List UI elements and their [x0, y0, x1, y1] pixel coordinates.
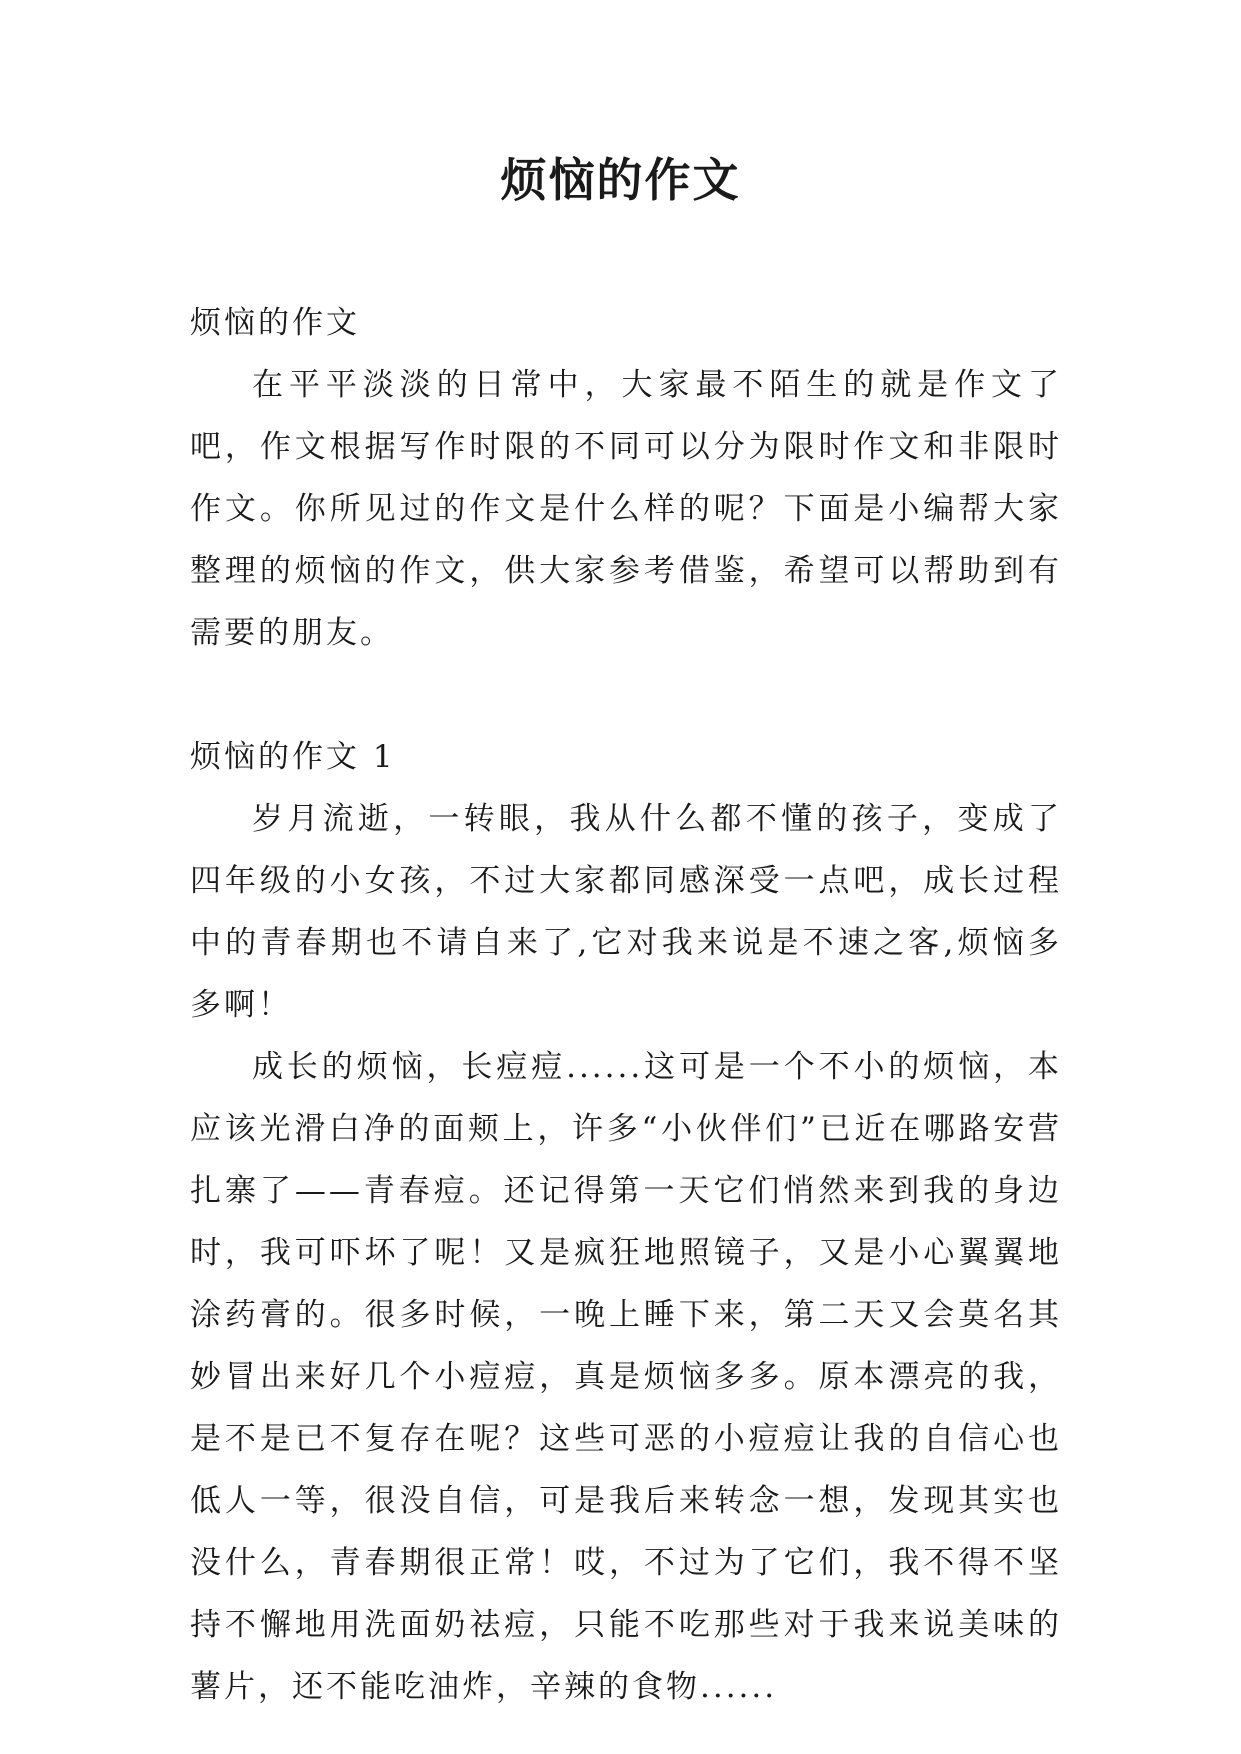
intro-heading: 烦恼的作文	[190, 305, 360, 341]
document-title: 烦恼的作文	[500, 153, 741, 207]
section1-paragraph-2: 成长的烦恼，长痘痘......这可是一个不小的烦恼，本应该光滑白净的面颊上，许多“小伙伴们”已近在哪路安营扎寨了——青春痘。还记得第一天它们悄然来到我的身边时，我可吓坏了呢！又是疯狂地照镜子，又是小心翼翼地涂药膏的。很多时候，一晚上睡下来，第二天又会莫名其妙冒出来好几个小痘痘，真是烦恼多多。原本漂亮的我，是不是已不复存在呢？这些可恶的小痘痘让我的自信心也低人一等，很没自信，可是我后来转念一想，发现其实也没什么，青春期很正常！哎，不过为了它们，我不得不坚持不懈地用洗面奶祛痘，只能不吃那些对于我来说美味的薯片，还不能吃油炸，辛辣的食物......	[190, 1049, 1062, 1705]
section-spacer	[190, 664, 1062, 726]
section1-heading: 烦恼的作文 1	[190, 739, 396, 775]
intro-paragraph: 在平平淡淡的日常中，大家最不陌生的就是作文了吧，作文根据写作时限的不同可以分为限时作文和非限时作文。你所见过的作文是什么样的呢？下面是小编帮大家整理的烦恼的作文，供大家参考借鉴，希望可以帮助到有需要的朋友。	[190, 367, 1062, 651]
document-body	[190, 292, 1062, 1718]
section1-paragraph-1: 岁月流逝，一转眼，我从什么都不懂的孩子，变成了四年级的小女孩，不过大家都同感深受一点吧，成长过程中的青春期也不请自来了,它对我来说是不速之客,烦恼多多啊！	[190, 801, 1062, 1023]
